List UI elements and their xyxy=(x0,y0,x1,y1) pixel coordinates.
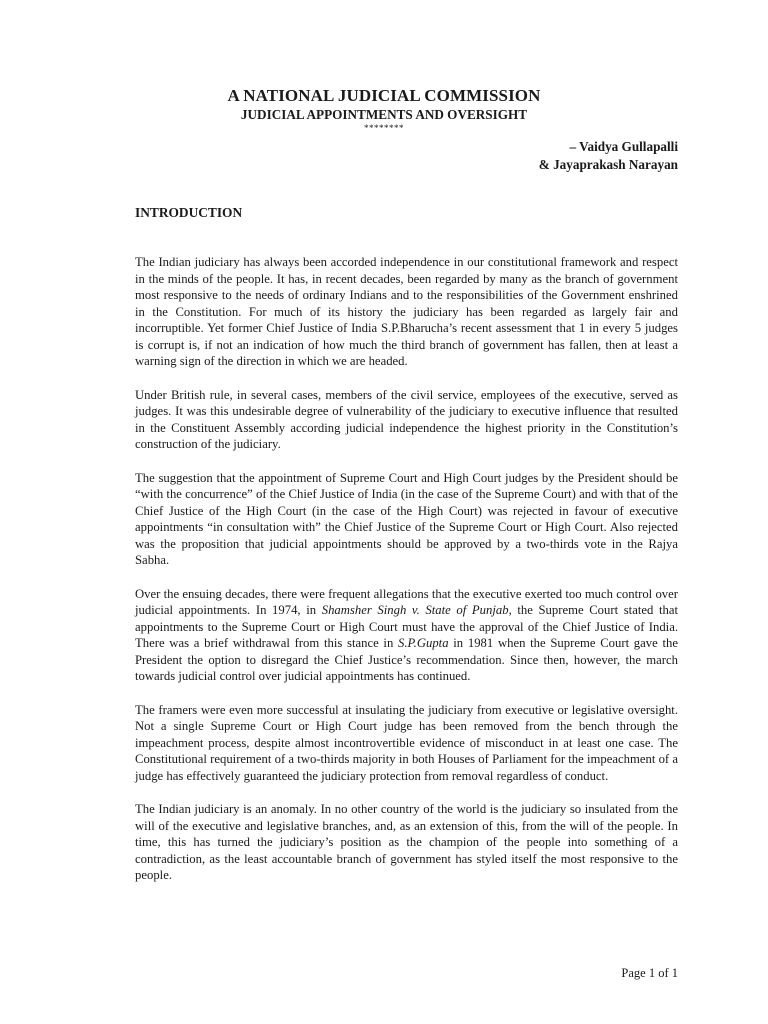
section-heading: INTRODUCTION xyxy=(135,205,243,220)
case-citation-shamsher-singh: Shamsher Singh v. State of Punjab xyxy=(321,603,509,617)
paragraph-1: The Indian judiciary has always been accorded independence in our constitutional framework and respect in the minds of the people. It has, in recent decades, been regarded by many as the branch of government most responsive to the needs of ordinary Indians and to the responsibilities of the Government enshrined in the Constitution. For much of its history the judiciary has been regarded as largely fair and incorruptible. Yet former Chief Justice of India S.P.Bharucha’s recent assessment that 1 in every 5 judges is corrupt is, if not an indication of how much the third branch of government has fallen, then at least a warning sign of the direction in which we are headed. xyxy=(135,255,678,368)
case-citation-sp-gupta: S.P.Gupta xyxy=(398,636,449,650)
paragraph-5: The framers were even more successful at insulating the judiciary from executive or legislative oversight. Not a single Supreme Court or High Court judge has been removed from the bench through the impeachment process, despite almost incontrovertible evidence of misconduct in at least one case. The Constitutional requirement of a two-thirds majority in both Houses of Parliament for the impeachment of a judge has effectively guaranteed the judiciary protection from removal regardless of conduct. xyxy=(135,702,678,783)
author-line-1: – Vaidya Gullapalli xyxy=(569,139,678,154)
paragraph-6: The Indian judiciary is an anomaly. In no other country of the world is the judiciary so insulated from the will of the executive and legislative branches, and, as an extension of this, from the will of the people. In time, this has turned the judiciary’s position as the champion of the people into something of a contradiction, as the least accountable branch of government has styled itself the most responsive to the people. xyxy=(135,802,678,882)
paragraph-4 xyxy=(135,586,678,685)
paragraph-4-text-1: Over the ensuing decades, there were frequent allegations that the executive exerted too much control over judicial appointments. In 1974, in xyxy=(135,586,678,617)
paragraph-4-text-3: in 1981 when the Supreme Court gave the President the option to disregard the Chief Justice’s recommendation. Since then, however, the march towards judicial control over judicial appointments has continued. xyxy=(135,636,678,683)
document-title: A NATIONAL JUDICIAL COMMISSION xyxy=(227,86,541,105)
body-text xyxy=(135,254,678,901)
title-separator: ******** xyxy=(364,123,404,133)
paragraph-3: The suggestion that the appointment of Supreme Court and High Court judges by the President should be “with the concurrence” of the Chief Justice of India (in the case of the Supreme Court) and with that of the Chief Justice of the High Court (in the case of the High Court) was rejected in favour of executive appointments “in consultation with” the Chief Justice of the Supreme Court or High Court. Also rejected was the proposition that judicial appointments should be approved by a two-thirds vote in the Rajya Sabha. xyxy=(135,470,678,567)
paragraph-2: Under British rule, in several cases, members of the civil service, employees of the executive, served as judges. It was this undesirable degree of vulnerability of the judiciary to executive influence that resulted in the Constituent Assembly according judicial independence the highest priority in the Constitution’s construction of the judiciary. xyxy=(135,387,678,451)
paragraph-4-text-2: , the Supreme Court stated that appointments to the Supreme Court or High Court must have the approval of the Chief Justice of India. There was a brief withdrawal from this stance in xyxy=(135,603,678,650)
page-number: Page 1 of 1 xyxy=(621,966,678,980)
document-subtitle: JUDICIAL APPOINTMENTS AND OVERSIGHT xyxy=(240,107,528,122)
author-line-2: & Jayaprakash Narayan xyxy=(538,157,678,172)
